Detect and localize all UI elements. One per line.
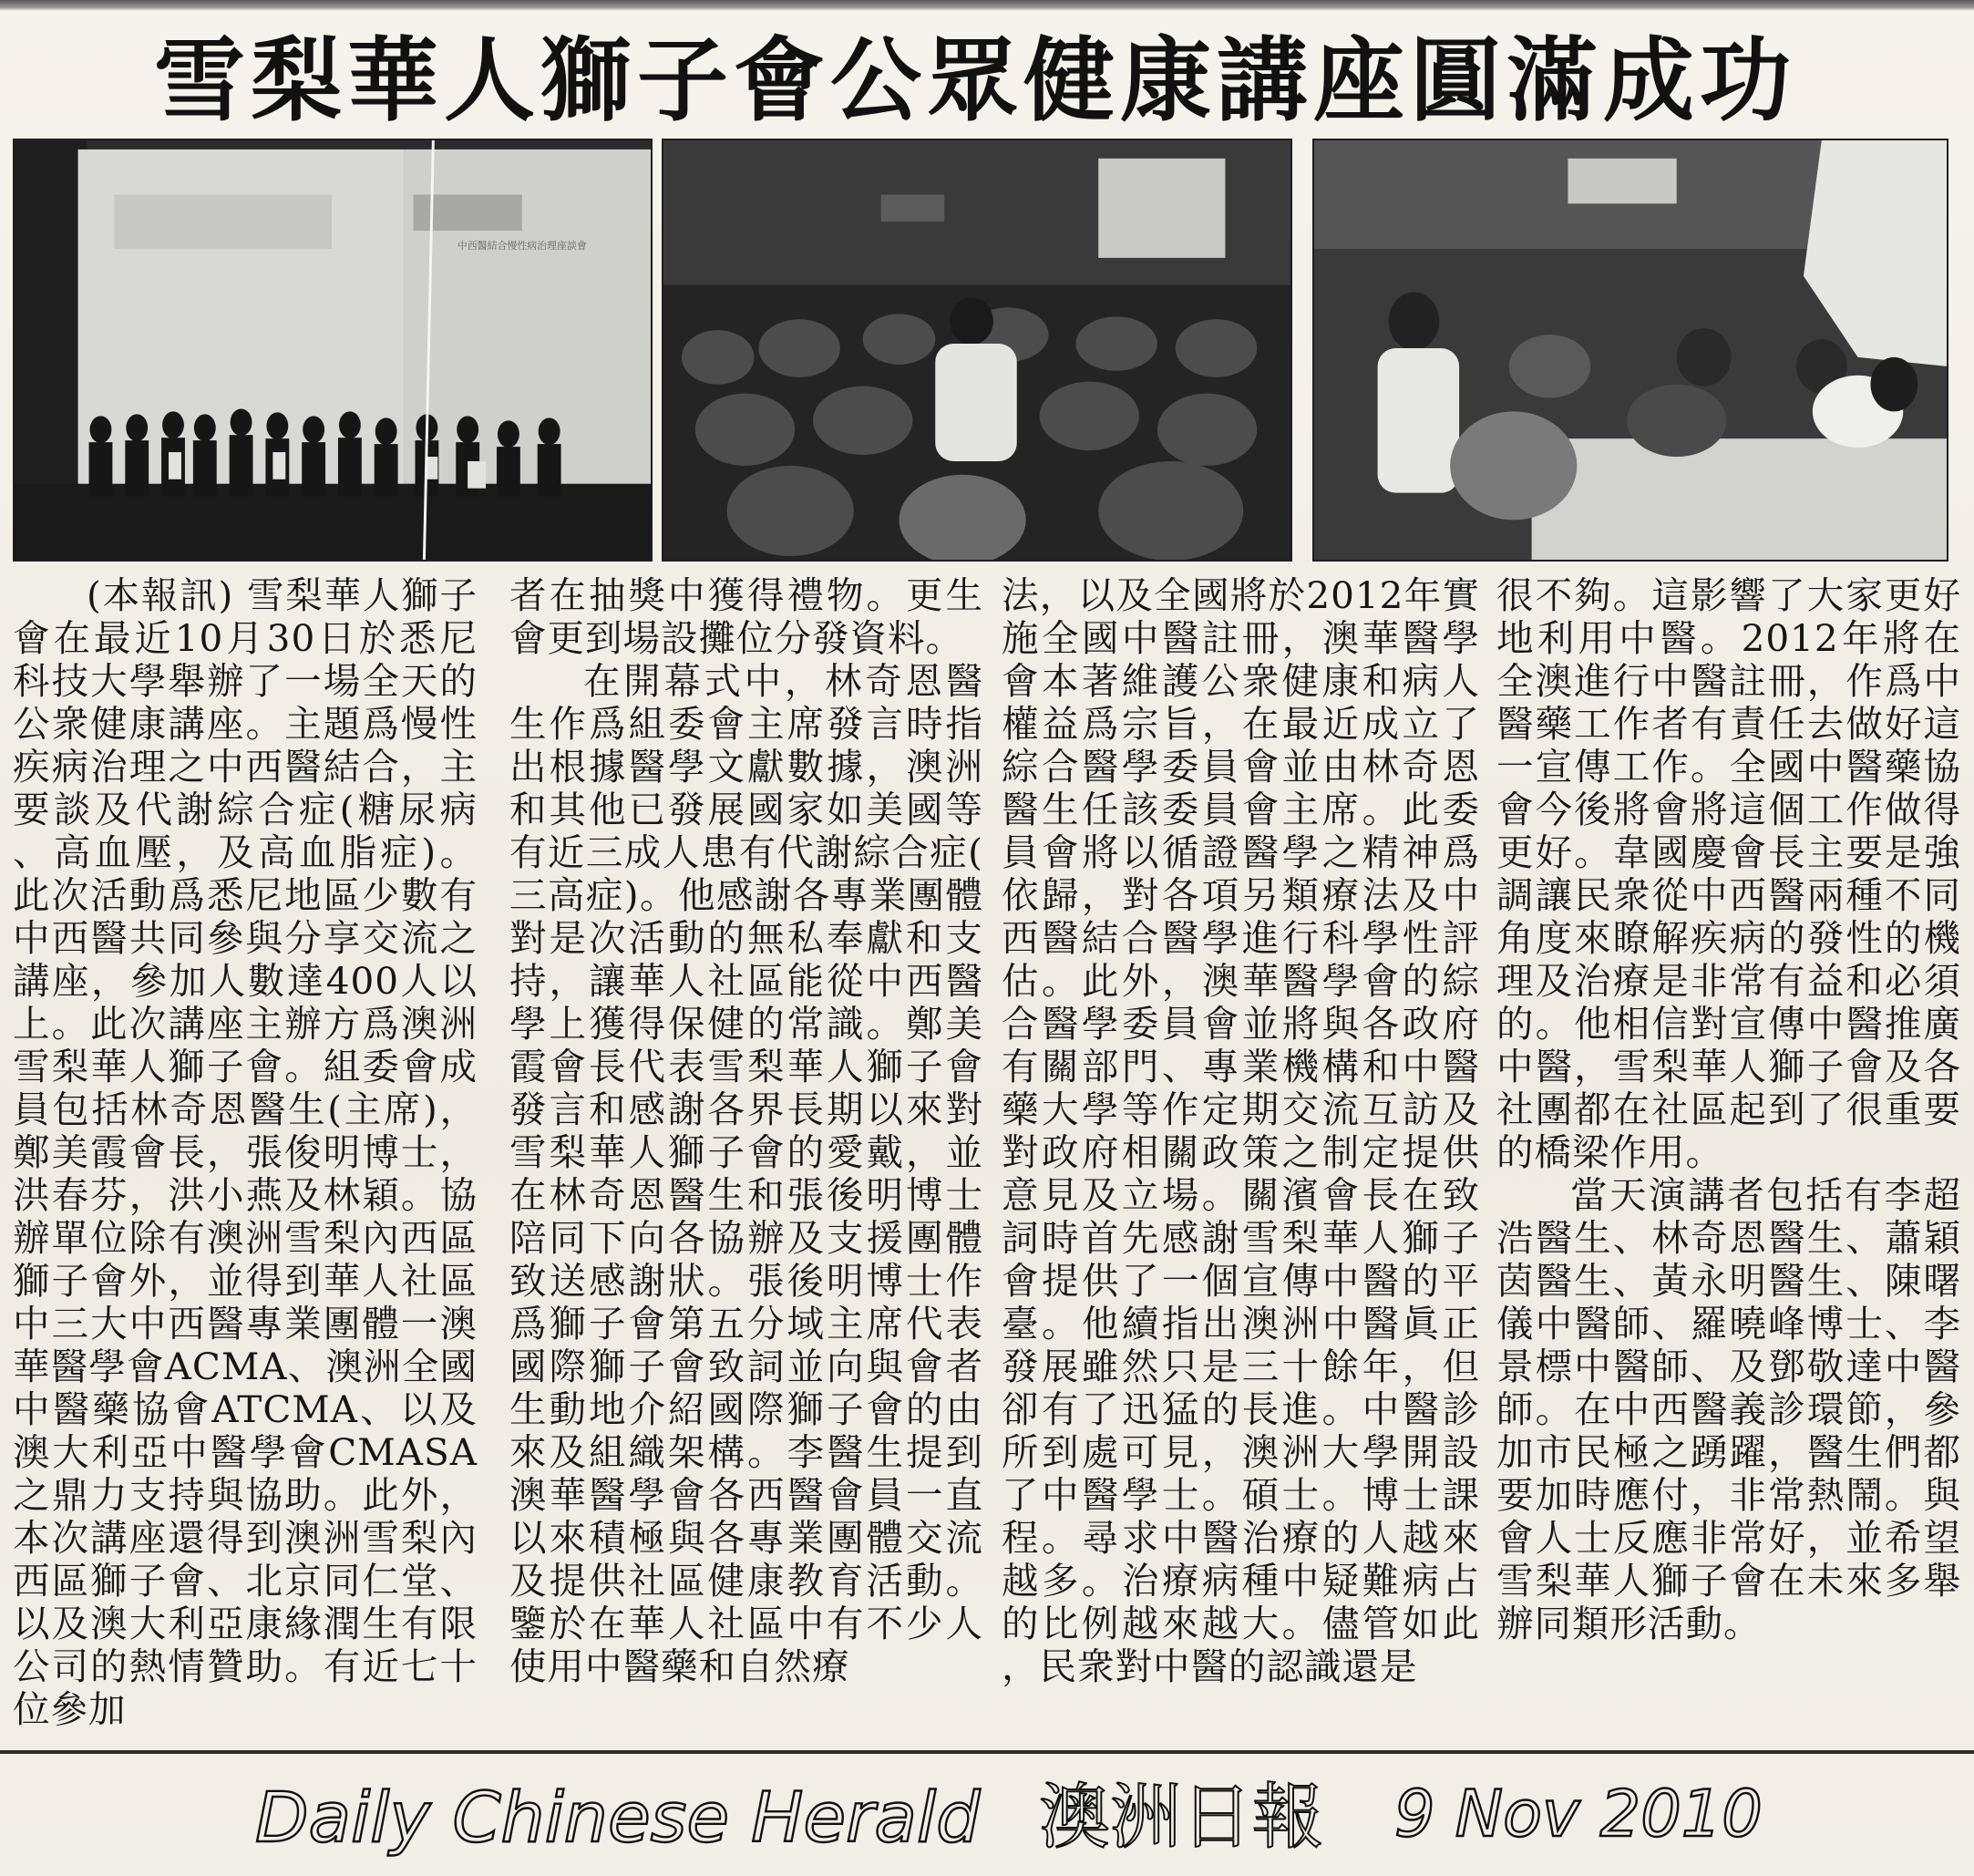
top-rule (0, 0, 1974, 11)
bottom-rule (0, 1750, 1974, 1754)
handwritten-chinese-name: 澳洲日報 (1039, 1777, 1324, 1859)
handwritten-publication: Daily Chinese Herald (255, 1777, 981, 1858)
article-paragraph: 當天演講者包括有李超浩醫生、林奇恩醫生、蕭穎茵醫生、黃永明醫生、陳曙儀中醫師、羅曉峰博士、李景標中醫師、及鄧敬達中醫師。在中西醫義診環節，參加市民極之踴躍，醫生們都要加時應付，非常熱鬧。與會人士反應非常好，並希望雪梨華人獅子會在未來多舉辦同類形活動。 (1496, 1173, 1961, 1645)
article-paragraph: 法，以及全國將於2012年實施全國中醫註冊，澳華醫學會本著維護公衆健康和病人權益爲宗旨，在最近成立了綜合醫學委員會並由林奇恩醫生任該委員會主席。此委員會將以循證醫學之精神爲依歸，對各項另類療法及中西醫結合醫學進行科學性評估。此外，澳華醫學會的綜合醫學委員會並將與各政府有關部門、專業機構和中醫藥大學等作定期交流互訪及對政府相關政策之制定提供意見及立場。關濱會長在致詞時首先感謝雪梨華人獅子會提供了一個宣傳中醫的平臺。他續指出澳洲中醫眞正發展雖然只是三十餘年，但卻有了迅猛的長進。中醫診所到處可見，澳洲大學開設了中醫學士。碩士。博士課程。尋求中醫治療的人越來越多。治療病種中疑難病占的比例越來越大。儘管如此，民衆對中醫的認識還是 (1002, 574, 1480, 1688)
article-paragraph: 者在抽獎中獲得禮物。更生會更到場設攤位分發資料。 (509, 574, 983, 660)
article-paragraph: 很不夠。這影響了大家更好地利用中醫。2012年將在全澳進行中醫註冊，作爲中醫藥工作者有責任去做好這一宣傳工作。全國中醫藥協會今後將會將這個工作做得更好。韋國慶會長主要是強調讓民衆從中西醫兩種不同角度來瞭解疾病的發性的機理及治療是非常有益和必須的。他相信對宣傳中醫推廣中醫，雪梨華人獅子會及各社團都在社區起到了很重要的橋梁作用。 (1496, 574, 1961, 1174)
article-column-4 (1496, 574, 1961, 1747)
handwritten-source-note (255, 1761, 1859, 1861)
handwritten-date: 9 Nov 2010 (1394, 1777, 1763, 1851)
article-column-1 (13, 574, 478, 1747)
article-paragraph: (本報訊) 雪梨華人獅子會在最近10月30日於悉尼科技大學舉辦了一場全天的公衆健康講座。主題爲慢性疾病治理之中西醫結合，主要談及代謝綜合症(糖尿病、高血壓，及高血脂症)。此次活動爲悉尼地區少數有中西醫共同參與分享交流之講座，參加人數達400人以上。此次講座主辦方爲澳洲雪梨華人獅子會。組委會成員包括林奇恩醫生(主席)，鄭美霞會長，張俊明博士，洪春芬，洪小燕及林穎。協辦單位除有澳洲雪梨內西區獅子會外，並得到華人社區中三大中西醫專業團體一澳華醫學會ACMA、澳洲全國中醫藥協會ATCMA、以及澳大利亞中醫學會CMASA之鼎力支持與協助。此外，本次講座還得到澳洲雪梨內西區獅子會、北京同仁堂、以及澳大利亞康緣潤生有限公司的熱情贊助。有近七十位參加 (13, 574, 478, 1731)
stage-group-photo (13, 139, 653, 562)
headline: 雪梨華人獅子會公眾健康講座圓滿成功 (154, 27, 1796, 134)
projection-screen-text: 中西醫結合慢性病治理座談會 (457, 239, 587, 252)
article-paragraph: 在開幕式中，林奇恩醫生作爲組委會主席發言時指出根據醫學文獻數據，澳洲和其他已發展國家如美國等有近三成人患有代謝綜合症(三高症)。他感謝各專業團體對是次活動的無私奉獻和支持，讓華人社區能從中西醫學上獲得保健的常識。鄭美霞會長代表雪梨華人獅子會發言和感謝各界長期以來對雪梨華人獅子會的愛戴，並在林奇恩醫生和張後明博士陪同下向各協辦及支援團體致送感謝狀。張後明博士作爲獅子會第五分域主席代表國際獅子會致詞並向與會者生動地介紹國際獅子會的由來及組織架構。李醫生提到澳華醫學會各西醫會員一直以來積極與各專業團體交流及提供社區健康教育活動。鑒於在華人社區中有不少人使用中醫藥和自然療 (509, 659, 983, 1688)
audience-photo (662, 139, 1292, 562)
article-column-3 (1002, 574, 1480, 1747)
article-column-2 (509, 574, 983, 1747)
consultation-photo (1312, 139, 1948, 562)
article-body (13, 574, 1961, 1747)
